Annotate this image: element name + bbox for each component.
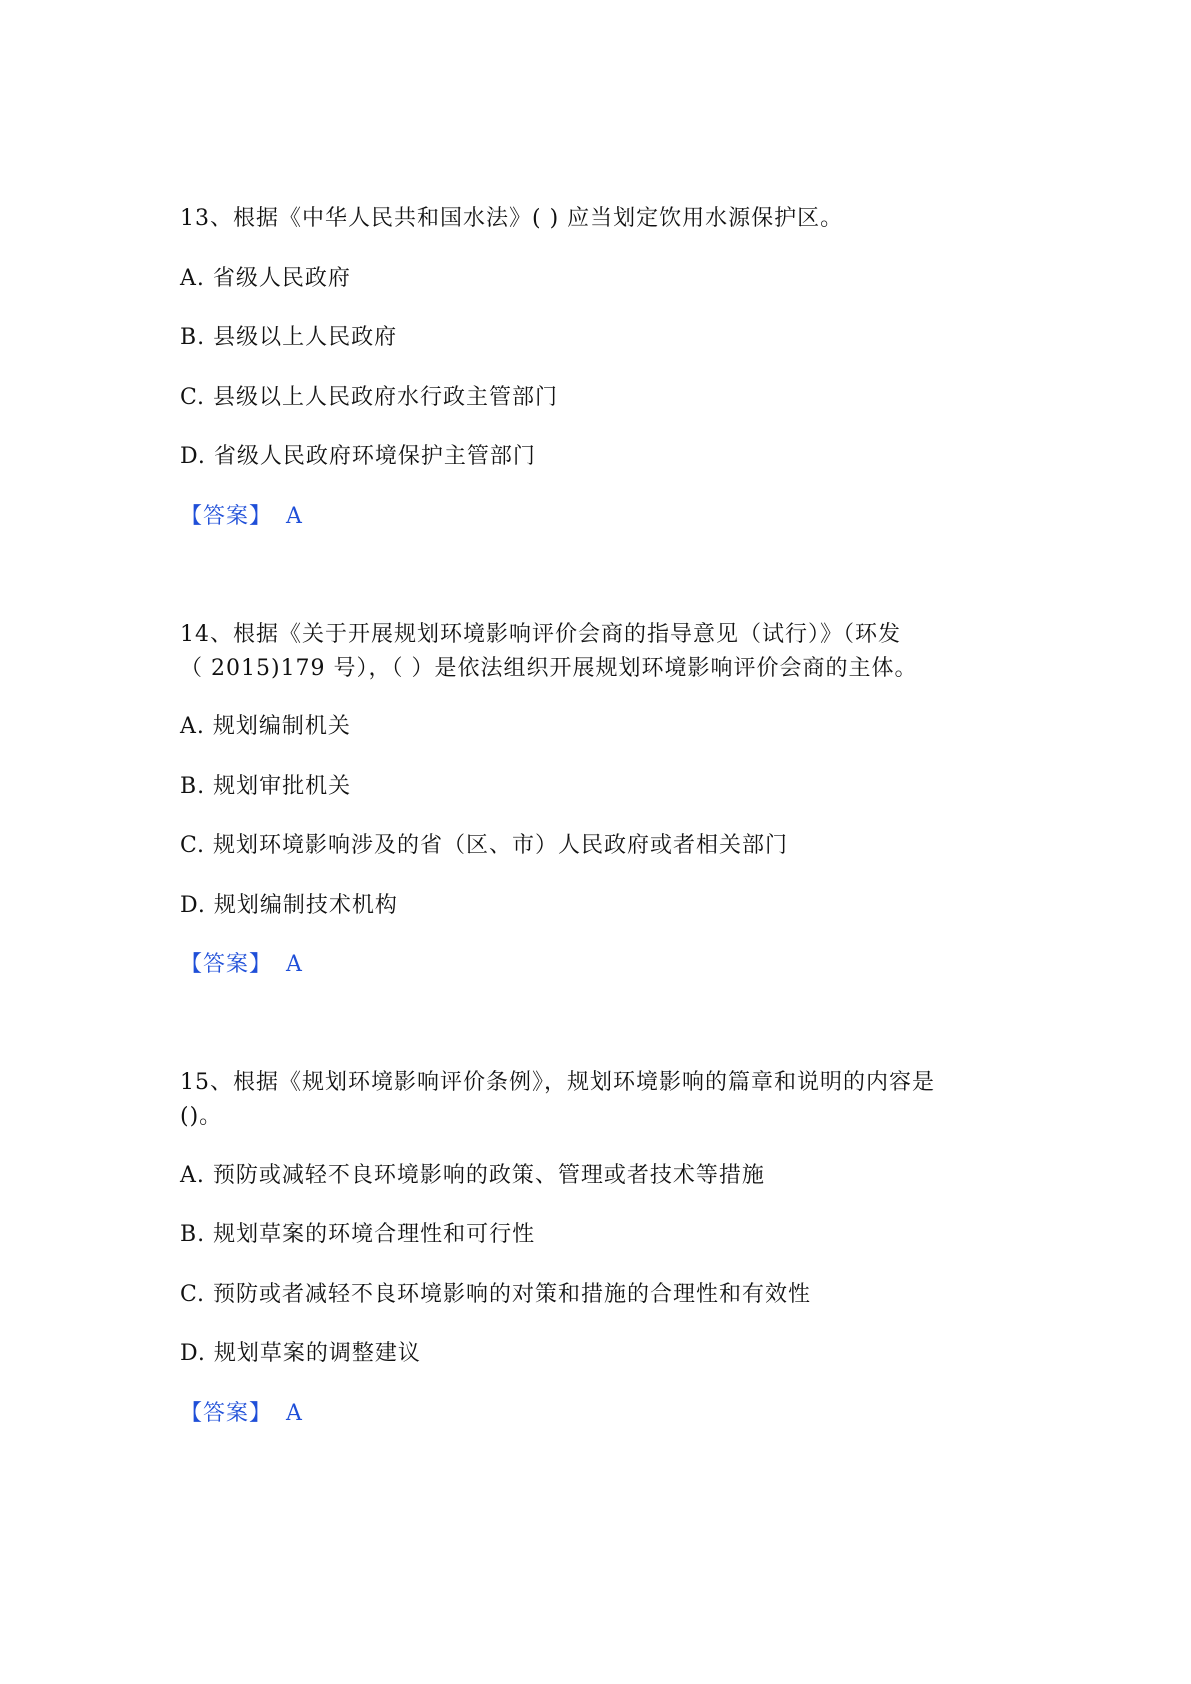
- question-15-option-a: A. 预防或减轻不良环境影响的政策、管理或者技术等措施: [180, 1163, 765, 1188]
- question-15-stem-line-2: ()。: [180, 1104, 223, 1129]
- question-14-stem-line-2: （ 2015)179 号），（ ）是依法组织开展规划环境影响评价会商的主体。: [180, 656, 918, 681]
- question-13-stem: 13、根据《中华人民共和国水法》( ) 应当划定饮用水源保护区。: [180, 206, 844, 231]
- question-14-option-d: D. 规划编制技术机构: [180, 893, 398, 918]
- question-14-answer: [180, 950, 303, 980]
- answer-value: A: [286, 1401, 303, 1426]
- answer-label: 【答案】: [180, 504, 273, 529]
- answer-label: 【答案】: [180, 1401, 273, 1426]
- question-14-option-b: B. 规划审批机关: [180, 774, 352, 799]
- question-14-option-a: A. 规划编制机关: [180, 714, 351, 739]
- answer-label: 【答案】: [180, 952, 273, 977]
- question-13-option-d: D. 省级人民政府环境保护主管部门: [180, 444, 536, 469]
- question-13-answer: [180, 502, 303, 532]
- answer-value: A: [286, 952, 303, 977]
- question-13-option-b: B. 县级以上人民政府: [180, 325, 398, 350]
- question-15-option-c: C. 预防或者减轻不良环境影响的对策和措施的合理性和有效性: [180, 1282, 812, 1307]
- answer-value: A: [286, 504, 303, 529]
- question-13-option-a: A. 省级人民政府: [180, 266, 351, 291]
- question-13-option-c: C. 县级以上人民政府水行政主管部门: [180, 385, 559, 410]
- question-14-stem-line-1: 14、根据《关于开展规划环境影响评价会商的指导意见（试行）》（环发: [180, 622, 901, 647]
- question-15-option-d: D. 规划草案的调整建议: [180, 1341, 421, 1366]
- question-15-stem-line-1: 15、根据《规划环境影响评价条例》，规划环境影响的篇章和说明的内容是: [180, 1070, 935, 1095]
- question-14-option-c: C. 规划环境影响涉及的省（区、市）人民政府或者相关部门: [180, 833, 789, 858]
- question-15-answer: [180, 1399, 303, 1429]
- question-15-option-b: B. 规划草案的环境合理性和可行性: [180, 1222, 536, 1247]
